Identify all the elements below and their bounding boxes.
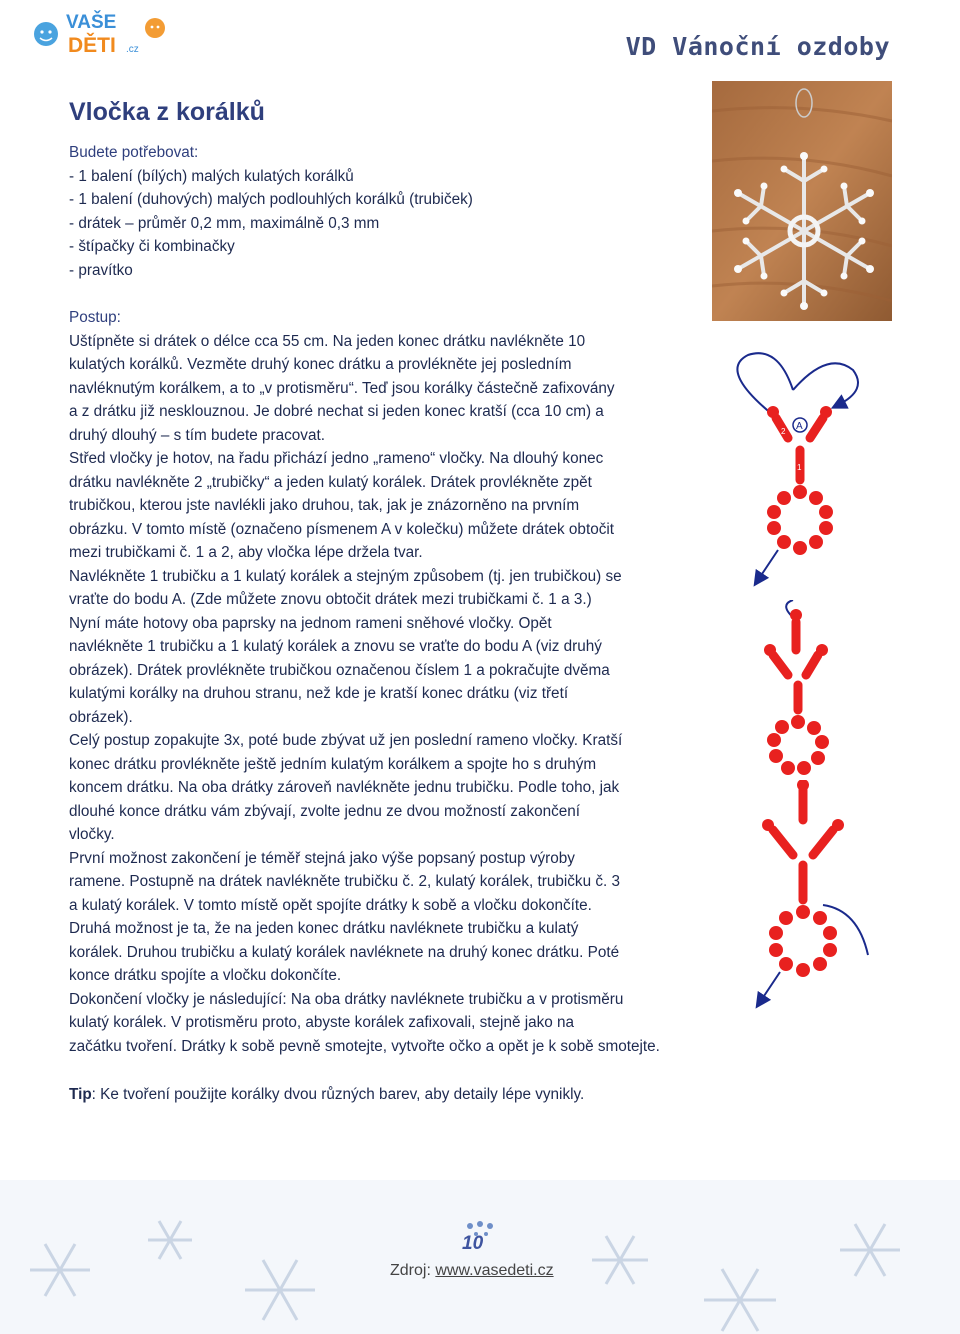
materials-heading: Budete potřebovat: xyxy=(69,144,199,161)
procedure-line: obrázek). xyxy=(69,708,133,726)
procedure-line: druhý dlouhý – s tím budete pracovat. xyxy=(69,426,325,444)
materials-item: - 1 balení (duhových) malých podlouhlých korálků (trubiček) xyxy=(69,191,473,208)
procedure-line: ramene. Postupně na drátek navlékněte trubičku č. 2, kulatý korálek, trubičku č. 3 xyxy=(69,873,620,890)
logo-graphic xyxy=(30,8,180,58)
source-link[interactable]: www.vasedeti.cz xyxy=(435,1262,554,1279)
procedure-section xyxy=(69,306,709,1058)
procedure-line: Střed vločky je hotov, na řadu přichází jedno „rameno“ vločky. Na dlouhý konec xyxy=(69,450,604,467)
procedure-line: začátku tvoření. Drátky k sobě pevně smotejte, vytvořte očko a opět je k sobě smotejte. xyxy=(69,1037,660,1055)
header-title: VD Vánoční ozdoby xyxy=(625,32,890,61)
tip-label: Tip xyxy=(69,1086,92,1103)
procedure-line: drátku navlékněte 2 „trubičky“ a jeden kulatý korálek. Drátek provlékněte zpět xyxy=(69,473,592,491)
logo-suffix: .cz xyxy=(126,44,139,55)
procedure-line: konec drátku provlékněte ještě jedním kulatým korálkem a spojte ho s druhým xyxy=(69,755,597,773)
procedure-line: konce drátku spojíte a vločku dokončíte. xyxy=(69,967,342,984)
procedure-line: trubičkou, kterou jste navlékli jako druhou, tak, jak je znázorněno na prvním xyxy=(69,497,580,514)
procedure-line: navlékněte 1 trubičku a 1 kulatý korálek a znovu se vraťte do bodu A (viz druhý xyxy=(69,638,602,655)
procedure-line: vločky. xyxy=(69,826,115,843)
procedure-line: Celý postup zopakujte 3x, poté bude zbývat už jen poslední rameno vločky. Kratší xyxy=(69,732,623,749)
procedure-line: navléknutým korálkem, a to „v protisměru“. Teď jsou korálky částečně zafixovány xyxy=(69,379,615,397)
procedure-line: kulatými korálky na druhou stranu, než kde je kratší konec drátku (viz třetí xyxy=(69,685,569,702)
procedure-line: a z drátku již nesklouznou. Je dobré nechat si jeden konec kratší (cca 10 cm) a xyxy=(69,403,604,420)
procedure-line: Nyní máte hotovy oba paprsky na jednom rameni sněhové vločky. Opět xyxy=(69,614,552,632)
footer-snowflake-band xyxy=(0,1180,960,1334)
logo xyxy=(30,8,180,58)
procedure-line: dlouhé konce drátku vám zbývají, zvolte jednu ze dvou možností zakončení xyxy=(69,802,581,820)
logo-line2: DĚTI xyxy=(68,34,116,57)
procedure-line: mezi trubičkami č. 1 a 2, aby vločka lépe držela tvar. xyxy=(69,544,423,561)
tip-text: : Ke tvoření použijte korálky dvou různých barev, aby detaily lépe vynikly. xyxy=(91,1086,585,1103)
procedure-line: koncem drátku. Na oba drátky zároveň navlékněte jednu trubičku. Podle toho, jak xyxy=(69,779,620,796)
procedure-line: obrázek). Drátek provlékněte trubičkou označenou číslem 1 a pokračujte dvěma xyxy=(69,661,610,679)
procedure-line: První možnost zakončení je téměř stejná jako výše popsaný postup výroby xyxy=(69,849,575,867)
diagram-label-2: 2 xyxy=(781,427,786,436)
source-line xyxy=(390,1262,554,1280)
tip xyxy=(69,1086,584,1104)
materials-item: - 1 balení (bílých) malých kulatých korálků xyxy=(69,167,354,185)
procedure-line: kulatých korálků. Vezměte druhý konec drátku a provlékněte jej posledním xyxy=(69,356,572,373)
snowflake-photo xyxy=(712,81,892,321)
procedure-line: Dokončení vločky je následující: Na oba drátky navléknete trubičku a v protisměru xyxy=(69,990,624,1008)
materials-item: - pravítko xyxy=(69,261,133,279)
logo-face-left-icon xyxy=(34,22,58,46)
procedure-line: obrázku. V tomto místě (označeno písmenem A v kolečku) můžete drátek obtočit xyxy=(69,520,614,538)
diagram-label-1: 1 xyxy=(797,463,802,472)
procedure-line: vraťte do bodu A. (Zde můžete znovu obtočit drátek mezi trubičkami č. 1 a 3.) xyxy=(69,591,592,608)
diagram-step-1 xyxy=(718,350,868,600)
procedure-line: kulatý korálek. V protisměru proto, abyste korálek zafixovali, stejně jako na xyxy=(69,1014,575,1031)
materials-section xyxy=(69,141,709,282)
materials-item: - štípačky či kombinačky xyxy=(69,238,235,255)
procedure-line: a kulatý korálek. V tomto místě opět spojíte drátky k sobě a vločku dokončíte. xyxy=(69,896,592,914)
diagram-step-2 xyxy=(718,600,868,780)
materials-item: - drátek – průměr 0,2 mm, maximálně 0,3 mm xyxy=(69,214,380,232)
logo-face-right-icon xyxy=(145,18,165,38)
procedure-heading: Postup: xyxy=(69,309,121,326)
procedure-text xyxy=(69,330,709,1059)
diagram-step-3 xyxy=(718,780,878,1020)
logo-line1: VAŠE xyxy=(66,12,117,33)
document-title: Vločka z korálků xyxy=(69,98,265,126)
procedure-line: Druhá možnost je ta, že na jeden konec drátku navléknete trubičku a kulatý xyxy=(69,920,579,937)
procedure-line: Uštípněte si drátek o délce cca 55 cm. Na jeden konec drátku navlékněte 10 xyxy=(69,332,586,350)
source-label: Zdroj: xyxy=(390,1262,436,1279)
procedure-line: korálek. Druhou trubičku a kulatý korálek navléknete na druhý konec drátku. Poté xyxy=(69,943,620,961)
procedure-line: Navlékněte 1 trubičku a 1 kulatý korálek a stejným způsobem (tj. jen trubičkou) se xyxy=(69,567,622,585)
diagram-label-a: A xyxy=(796,421,803,432)
page-number: 10 xyxy=(462,1233,484,1254)
